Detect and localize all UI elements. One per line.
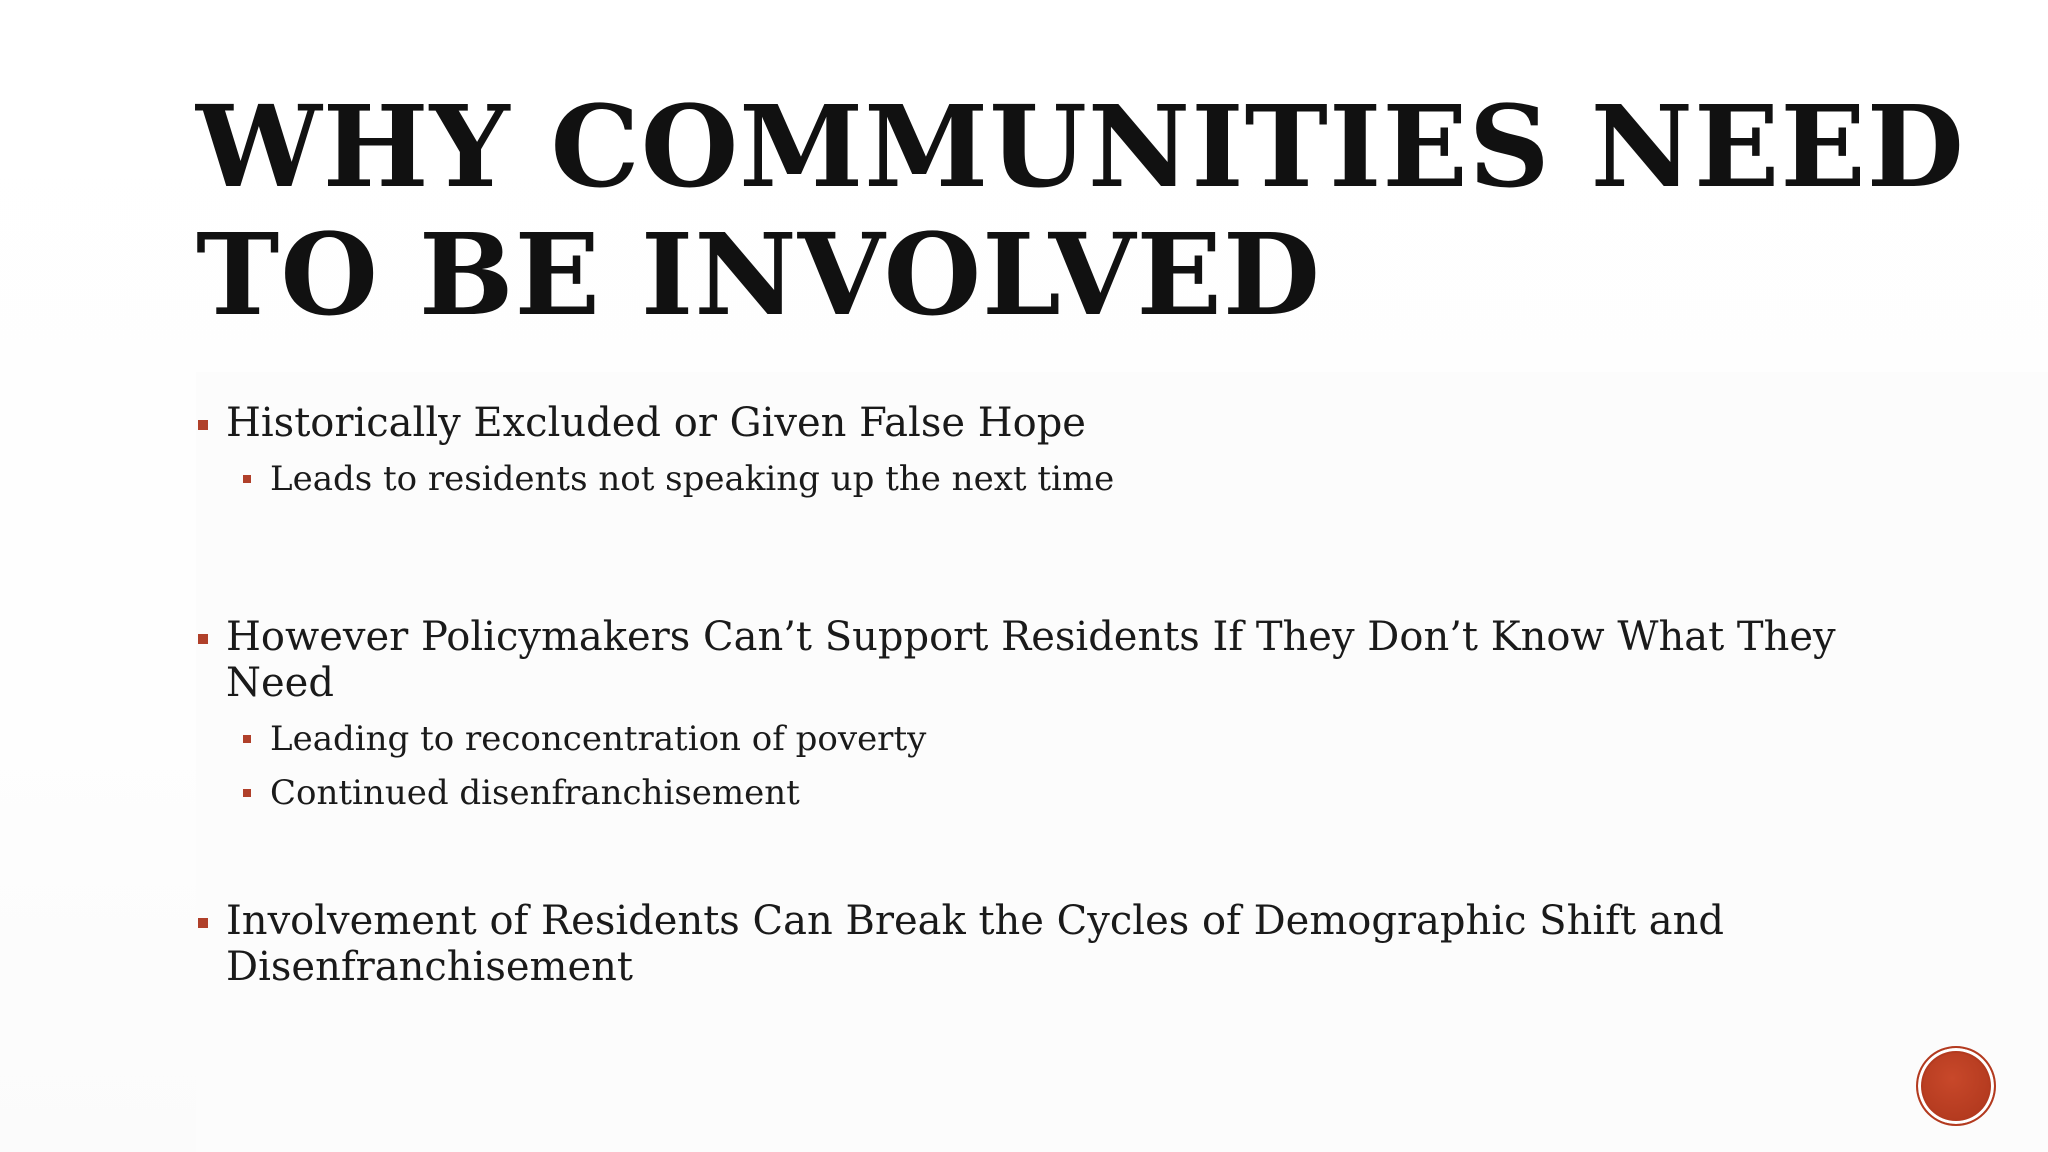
title-line-2: TO BE INVOLVED [196,210,1322,341]
slide-title [196,82,1965,341]
sub-bullet-item [226,766,1836,820]
bullet-item [196,614,1836,820]
slide-number-badge-icon [1916,1046,1996,1126]
bullet-item [196,898,1836,990]
sub-bullet-text: Leads to residents not speaking up the next time [270,459,1115,499]
bullet-list [196,400,1836,990]
bullet-marker-icon [198,420,208,430]
bullet-text: However Policymakers Can’t Support Residents If They Don’t Know What They Need [226,614,1836,706]
sub-bullet-item [226,452,1836,506]
sub-bullet-item [226,712,1836,766]
sub-bullet-list [226,712,1836,820]
bullet-item [196,400,1836,506]
sub-bullet-text: Leading to reconcentration of poverty [270,719,927,759]
bullet-marker-icon [198,634,208,644]
bullet-text: Historically Excluded or Given False Hope [226,400,1086,446]
bullet-marker-icon [198,918,208,928]
sub-bullet-marker-icon [243,789,251,797]
bullet-text: Involvement of Residents Can Break the Cycles of Demographic Shift and Disenfranchisement [226,898,1724,990]
sub-bullet-list [226,452,1836,506]
sub-bullet-marker-icon [243,475,251,483]
title-line-1: WHY COMMUNITIES NEED [196,82,1965,213]
sub-bullet-marker-icon [243,735,251,743]
sub-bullet-text: Continued disenfranchisement [270,773,800,813]
